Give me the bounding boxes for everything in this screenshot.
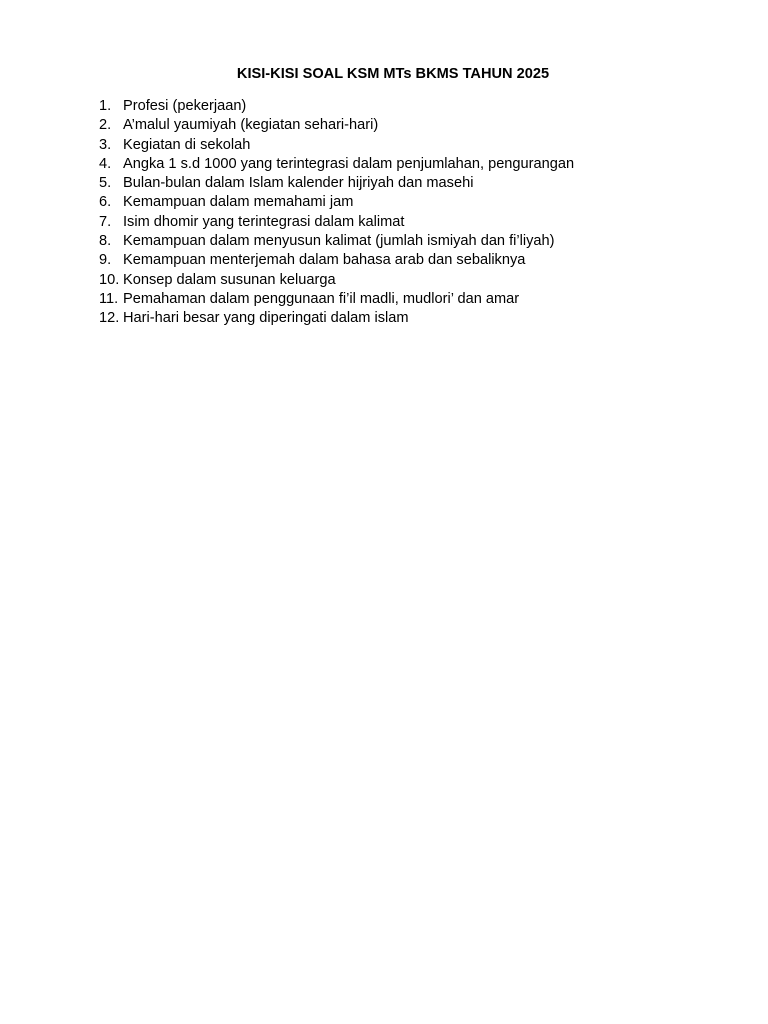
list-item [99, 271, 574, 290]
list-item-number: 2. [99, 117, 112, 134]
list-item [99, 116, 574, 135]
list-item-number: 9. [99, 252, 112, 269]
list-item-number: 4. [99, 155, 112, 172]
list-item-number: 8. [99, 233, 112, 250]
list-item [99, 309, 574, 328]
list-item-number: 6. [99, 194, 112, 211]
list-item [99, 232, 574, 251]
document-title: KISI-KISI SOAL KSM MTs BKMS TAHUN 2025 [236, 66, 550, 82]
list-item-text: A’malul yaumiyah (kegiatan sehari-hari) [123, 117, 379, 134]
list-item [99, 174, 574, 193]
list-item-text: Kemampuan dalam menyusun kalimat (jumlah ismiyah dan fi’liyah) [123, 233, 555, 250]
list-item-number: 1. [99, 98, 112, 114]
list-item-number: 7. [99, 213, 112, 230]
list-item-text: Angka 1 s.d 1000 yang terintegrasi dalam penjumlahan, pengurangan [123, 155, 575, 172]
list-item-text: Kemampuan menterjemah dalam bahasa arab dan sebaliknya [123, 252, 526, 269]
list-item-text: Hari-hari besar yang diperingati dalam islam [123, 310, 409, 327]
list-item-number: 5. [99, 175, 112, 192]
list-item-text: Pemahaman dalam penggunaan fi’il madli, mudlori’ dan amar [123, 290, 520, 307]
list-item-text: Profesi (pekerjaan) [123, 98, 247, 114]
list-item-text: Kemampuan dalam memahami jam [123, 194, 354, 211]
list-item-text: Kegiatan di sekolah [123, 136, 251, 153]
list-item-text: Bulan-bulan dalam Islam kalender hijriyah dan masehi [123, 175, 474, 192]
list-item [99, 97, 574, 116]
list-item-text: Konsep dalam susunan keluarga [123, 271, 336, 288]
list-item [99, 290, 574, 309]
list-item [99, 251, 574, 270]
list-item-number: 10. [99, 271, 120, 288]
list-item-number: 11. [99, 290, 119, 307]
list-item-number: 3. [99, 136, 112, 153]
topic-list [99, 97, 574, 329]
list-item-text: Isim dhomir yang terintegrasi dalam kalimat [123, 213, 405, 230]
list-item [99, 136, 574, 155]
list-item [99, 193, 574, 212]
list-item-number: 12. [99, 310, 120, 327]
list-item [99, 213, 574, 232]
list-item [99, 155, 574, 174]
